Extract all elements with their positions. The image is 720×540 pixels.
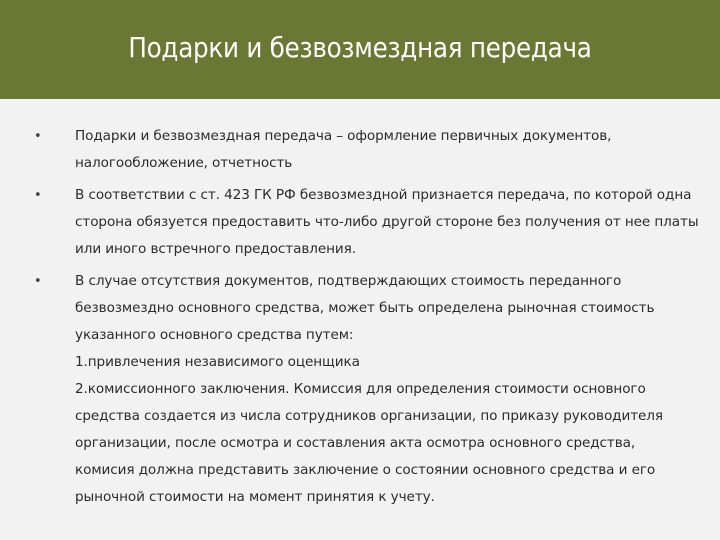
text-line: рыночной стоимости на момент принятия к учету. bbox=[75, 489, 435, 505]
slide-content bbox=[0, 123, 720, 516]
title-bar bbox=[0, 0, 720, 99]
text-line: налогообложение, отчетность bbox=[75, 155, 293, 171]
bullet-text bbox=[75, 123, 697, 177]
text-line: безвозмездно основного средства, может быть определена рыночная стоимость bbox=[75, 300, 655, 316]
text-line: 1.привлечения независимого оценщика bbox=[75, 354, 360, 370]
text-line: организации, после осмотра и составления акта осмотра основного средства, bbox=[75, 435, 636, 451]
text-line: указанного основного средства путем: bbox=[75, 327, 354, 343]
text-line: сторона обязуется предоставить что-либо другой стороне без получения от нее платы bbox=[75, 214, 699, 230]
text-line: или иного встречного предоставления. bbox=[75, 241, 356, 257]
bullet-text bbox=[75, 182, 697, 263]
bullet-text bbox=[75, 268, 697, 511]
bullet-item bbox=[0, 182, 720, 263]
text-line: В случае отсутствия документов, подтверждающих стоимость переданного bbox=[75, 273, 622, 289]
text-line: Подарки и безвозмездная передача – оформление первичных документов, bbox=[75, 128, 612, 144]
text-line: В соответствии с ст. 423 ГК РФ безвозмездной признается передача, по которой одна bbox=[75, 187, 692, 203]
bullet-icon: • bbox=[34, 274, 42, 289]
text-line: средства создается из числа сотрудников организации, по приказу руководителя bbox=[75, 408, 663, 424]
bullet-icon: • bbox=[34, 188, 42, 203]
bullet-item bbox=[0, 123, 720, 177]
bullet-icon: • bbox=[34, 129, 42, 144]
text-line: 2.комиссионного заключения. Комиссия для определения стоимости основного bbox=[75, 381, 646, 397]
slide-title: Подарки и безвозмездная передача bbox=[128, 31, 592, 64]
bullet-item bbox=[0, 268, 720, 511]
text-line: комисия должна представить заключение о состоянии основного средства и его bbox=[75, 462, 656, 478]
